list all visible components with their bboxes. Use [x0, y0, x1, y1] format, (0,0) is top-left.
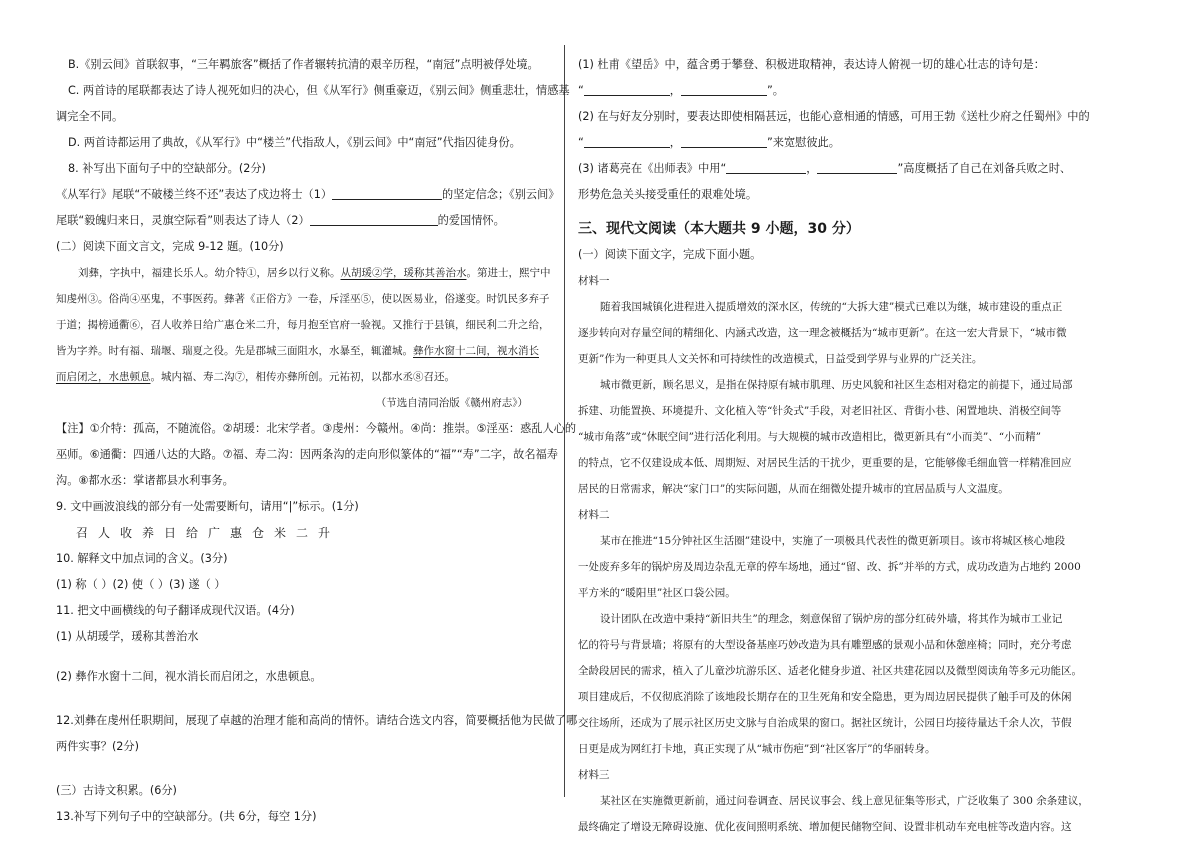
q10-title: 10. 解释文中加点词的含义。(3分) [56, 552, 228, 565]
material-line: 日更是成为网红打卡地，真正实现了从“城市伤疤”到“社区客厅”的华丽转身。 [578, 743, 936, 755]
q11-item-2: (2) 彝作水窗十二间，视水消长而启闭之，水患顿息。 [56, 670, 322, 683]
material-label: 材料二 [578, 509, 610, 521]
material-line: 忆的符号与背景墙；将原有的大型设备基座巧妙改造为具有雕塑感的景观小品和休憩座椅；同时，充分考虑 [578, 639, 1072, 651]
section-heading: 三、现代文阅读（本大题共 9 小题，30 分） [578, 221, 860, 237]
r-item-1-blanks: “ ， ”。 [578, 84, 784, 97]
material-line: 拆建、功能置换、环境提升、文化植入等“针灸式”手段，对老旧社区、背街小巷、闲置地块、消极空间等 [578, 405, 1062, 417]
q7-option-c: C. 两首诗的尾联都表达了诗人视死如归的决心，但《从军行》侧重豪迈，《别云间》侧重悲壮，情感基 [68, 84, 570, 97]
material-line: 某社区在实施微更新前，通过问卷调查、居民议事会、线上意见征集等形式，广泛收集了 300 余条建议， [600, 795, 1089, 807]
column-divider [564, 45, 565, 797]
material-line: 最终确定了增设无障碍设施、优化夜间照明系统、增加便民储物空间、设置非机动车充电桩等改造内容。这 [578, 821, 1072, 833]
passage-line: 于道；揭榜通衢⑥，召人收养日给广惠仓米二升，每月抱至官府一验视。又推行于县镇，细民利二升之给， [56, 319, 550, 331]
q9-characters: 召人收养日给广惠仓米二升 [76, 526, 341, 540]
passage-line: 皆为字养。时有福、瑞堰、瑞夏之役。先是郡城三面阻水，水暴至，辄灌城。彝作水窗十二间，视水消长 [56, 345, 539, 357]
right-column [578, 52, 1090, 840]
material-label: 材料三 [578, 769, 610, 781]
notes-line: 巫师。⑥通衢：四通八达的大路。⑦福、寿二沟：因两条沟的走向形似篆体的“福”“寿”二字，故名福寿 [56, 448, 558, 461]
blank[interactable] [817, 160, 897, 174]
q8-line-1: 《从军行》尾联“不破楼兰终不还”表达了戍边将士（1） 的坚定信念；《别云间》 [56, 188, 560, 201]
material-label: 材料一 [578, 275, 610, 287]
material-line: 平方米的“暖阳里”社区口袋公园。 [578, 587, 736, 599]
material-line: 全龄段居民的需求，植入了儿童沙坑游乐区、适老化健身步道、社区共建花园以及微型阅读角等多元功能区。 [578, 665, 1082, 677]
underlined-sentence-2-cont: 而启闭之，水患顿息 [56, 371, 151, 383]
r-item-3: (3) 诸葛亮在《出师表》中用“ ， ”高度概括了自己在刘备兵败之时、 [578, 162, 1072, 175]
material-line: 城市微更新，顾名思义，是指在保持原有城市肌理、历史风貌和社区生态相对稳定的前提下，通过局部 [600, 379, 1073, 391]
q7-option-d: D. 两首诗都运用了典故，《从军行》中“楼兰”代指敌人，《别云间》中“南冠”代指囚徒身份。 [68, 136, 521, 149]
q10-answers: (1) 称（ ）(2) 使（ ）(3) 遂（ ） [56, 578, 226, 591]
q8-blank-2[interactable] [310, 212, 438, 226]
q7-option-c-cont: 调完全不同。 [56, 110, 124, 123]
q11-item-1: (1) 从胡瑗学，瑗称其善治水 [56, 630, 199, 643]
r-item-2: (2) 在与好友分别时，要表达即使相隔甚远，也能心意相通的情感，可用王勃《送杜少府之任蜀州》中的 [578, 110, 1090, 123]
material-line: 的特点，它不仅建设成本低、周期短、对居民生活的干扰少，更重要的是，它能够像毛细血管一样精准回应 [578, 457, 1072, 469]
q12-title-cont: 两件实事？(2分) [56, 740, 139, 753]
q9-title: 9. 文中画波浪线的部分有一处需要断句，请用“|”标示。(1分) [56, 500, 359, 513]
q7-option-b: B.《别云间》首联叙事，“三年羁旅客”概括了作者辗转抗清的艰辛历程，“南冠”点明被俘处境。 [68, 58, 539, 71]
section-3-heading: (三）古诗文积累。(6分) [56, 784, 177, 797]
material-line: 设计团队在改造中秉持“新旧共生”的理念，刻意保留了锅炉房的部分红砖外墙，将其作为城市工业记 [600, 613, 1063, 625]
material-line: 更新”作为一种更具人文关怀和可持续性的改造模式，日益受到学界与业界的广泛关注。 [578, 353, 983, 365]
q13-title: 13.补写下列句子中的空缺部分。(共 6分，每空 1分) [56, 810, 317, 823]
left-column [56, 52, 578, 830]
material-line: 交往场所，还成为了展示社区历史文脉与自治成果的窗口。据社区统计，公园日均接待量达千余人次，节假 [578, 717, 1072, 729]
q11-title: 11. 把文中画横线的句子翻译成现代汉语。(4分) [56, 604, 295, 617]
r-item-2-blanks: “ ， ”来宽慰彼此。 [578, 136, 840, 149]
material-line: 随着我国城镇化进程进入提质增效的深水区，传统的“大拆大建”模式已难以为继，城市建设的重点正 [600, 301, 1063, 313]
underlined-sentence-2: 彝作水窗十二间，视水消长 [413, 345, 539, 357]
blank[interactable] [584, 82, 670, 96]
material-line: “城市角落”或“休眠空间”进行活化利用。与大规模的城市改造相比，微更新具有“小而美”、“小而精” [578, 431, 1041, 443]
blank[interactable] [584, 134, 670, 148]
passage-source: （节选自清同治版《赣州府志》） [375, 397, 528, 409]
q12-title: 12.刘彝在虔州任职期间，展现了卓越的治理才能和高尚的情怀。请结合选文内容，简要概括他为民做了哪 [56, 714, 578, 727]
passage-line: 刘彝，字执中，福建长乐人。幼介特①，居乡以行义称。从胡瑗②学，瑗称其善治水。第进士，熙宁中 [78, 267, 551, 279]
r-item-3-cont: 形势危急关头接受重任的艰难处境。 [578, 188, 758, 201]
material-line: 逐步转向对存量空间的精细化、内涵式改造，这一理念被概括为“城市更新”。在这一宏大背景下，“城市微 [578, 327, 1067, 339]
notes-line: 【注】①介特：孤高，不随流俗。②胡瑗：北宋学者。③虔州：今赣州。④尚：推崇。⑤淫巫：惑乱人心的 [56, 422, 577, 435]
passage-line: 知虔州③。俗尚④巫鬼，不事医药。彝著《正俗方》一卷，斥淫巫⑤，使以医易业，俗遂变。时饥民多弃子 [56, 293, 550, 305]
q8-blank-1[interactable] [332, 186, 442, 200]
material-line: 一处废弃多年的锅炉房及周边杂乱无章的停车场地，通过“留、改、拆”并举的方式，成功改造为占地约 2000 [578, 561, 1081, 573]
q8-line-2: 尾联“毅魄归来日，灵旗空际看”则表达了诗人（2） 的爱国情怀。 [56, 214, 505, 227]
blank[interactable] [681, 82, 767, 96]
passage-line: 而启闭之，水患顿息。城内福、寿二沟⑦，相传亦彝所创。元祐初，以都水丞⑧召还。 [56, 371, 455, 383]
underlined-sentence-1: 从胡瑗②学，瑗称其善治水 [340, 267, 467, 279]
material-line: 居民的日常需求，解决“家门口”的实际问题，从而在细微处提升城市的宜居品质与人文温度。 [578, 483, 1009, 495]
blank[interactable] [726, 160, 806, 174]
notes-line: 沟。⑧都水丞：掌诸都县水利事务。 [56, 474, 234, 487]
section-2-heading: (二）阅读下面文言文，完成 9-12 题。(10分) [56, 240, 284, 253]
r-item-1: (1) 杜甫《望岳》中，蕴含勇于攀登、积极进取精神，表达诗人俯视一切的雄心壮志的诗句是： [578, 58, 1045, 71]
blank[interactable] [681, 134, 767, 148]
q8-title: 8. 补写出下面句子中的空缺部分。(2分) [68, 162, 266, 175]
material-line: 某市在推进“15分钟社区生活圈”建设中，实施了一项极具代表性的微更新项目。该市将城区核心地段 [600, 535, 1066, 547]
material-line: 项目建成后，不仅彻底消除了该地段长期存在的卫生死角和安全隐患，更为周边居民提供了触手可及的休闲 [578, 691, 1072, 703]
sub-heading: (一）阅读下面文字，完成下面小题。 [578, 248, 762, 261]
